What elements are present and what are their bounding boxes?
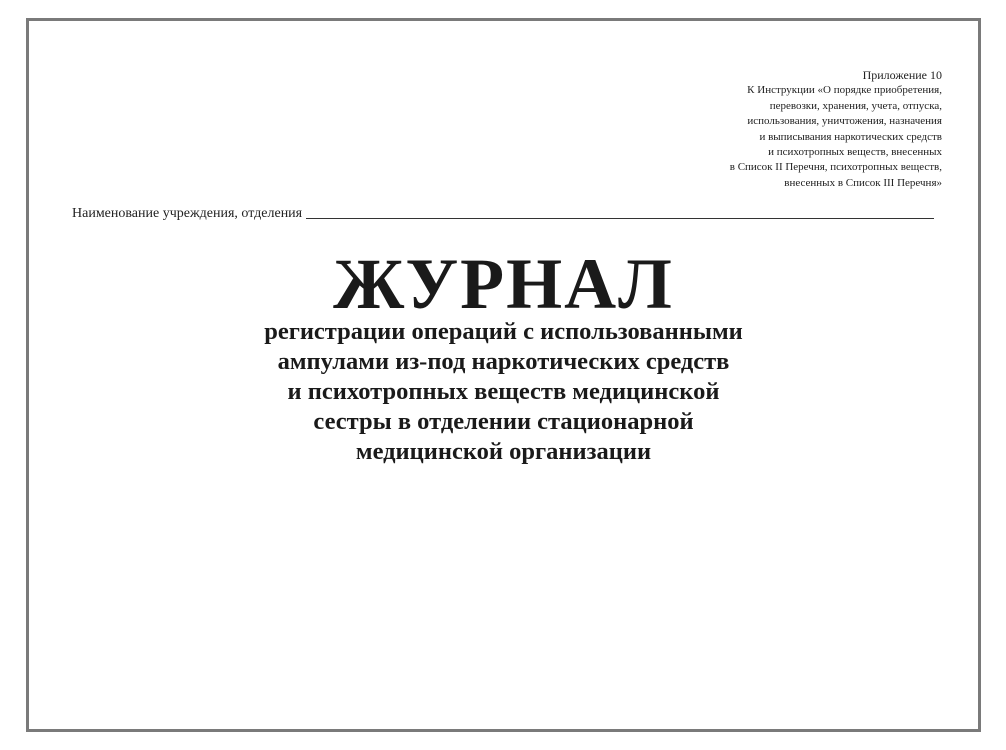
appendix-number: Приложение 10 (862, 68, 942, 82)
journal-title: ЖУРНАЛ (333, 244, 674, 324)
appendix-line: К Инструкции «О порядке приобретения, (747, 84, 942, 97)
journal-subtitle-line: сестры в отделении стационарной (313, 408, 694, 435)
journal-subtitle-line: и психотропных веществ медицинской (287, 378, 720, 405)
appendix-line: внесенных в Список III Перечня» (784, 176, 942, 189)
journal-subtitle-line: медицинской организации (355, 438, 652, 465)
journal-subtitle-line: регистрации операций с использованными (264, 318, 743, 345)
appendix-line: и выписывания наркотических средств (759, 130, 942, 143)
journal-subtitle-line: ампулами из-под наркотических средств (277, 348, 730, 375)
institution-label: Наименование учреждения, отделения (72, 206, 303, 221)
appendix-line: в Список II Перечня, психотропных веществ, (729, 161, 942, 174)
appendix-line: использования, уничтожения, назначения (747, 115, 942, 128)
appendix-line: перевозки, хранения, учета, отпуска, (769, 99, 942, 112)
journal-subtitle (29, 317, 978, 467)
appendix-line: и психотропных веществ, внесенных (768, 146, 942, 159)
institution-fill-line[interactable] (306, 202, 934, 219)
appendix-note (522, 68, 942, 191)
institution-field (72, 202, 934, 222)
journal-cover-page (26, 18, 981, 732)
